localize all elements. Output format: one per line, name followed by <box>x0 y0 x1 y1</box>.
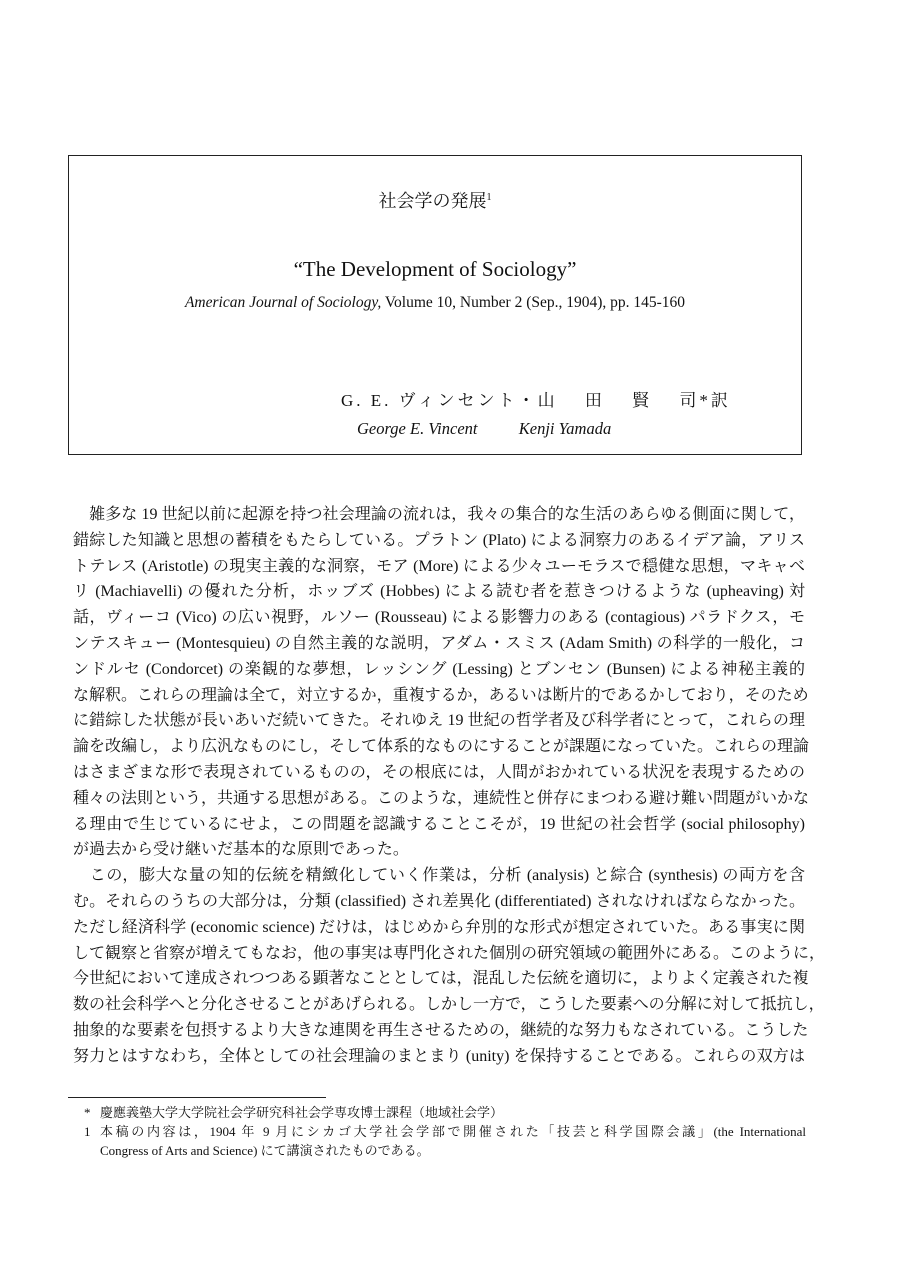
footnote-divider <box>68 1097 326 1098</box>
footnote-mark: 1 <box>84 1124 91 1139</box>
text-line: に錯綜した状態が長いあいだ続いてきた。それゆえ 19 世紀の哲学者及び科学者にとって，これらの理 <box>73 712 805 730</box>
journal-citation <box>69 293 801 313</box>
text-line: な解釈。これらの理論は全て，対立するか，重複するか，あるいは断片的であるかしており，そのため <box>73 686 809 704</box>
footnote-line <box>84 1141 806 1160</box>
author-name: George E. Vincent <box>357 419 478 438</box>
text-line: 話，ヴィーコ (Vico) の広い視野，ルソー (Rousseau) による影響力のある (contagious) パラドクス，モ <box>73 609 805 627</box>
text-line: ンドルセ (Condorcet) の楽観的な夢想，レッシング (Lessing) とブンセン (Bunsen) による神秘主義的 <box>73 660 805 678</box>
paragraph <box>73 502 810 863</box>
english-title: “The Development of Sociology” <box>293 257 577 281</box>
title-footnote-mark: 1 <box>486 192 492 203</box>
text-line: ただし経済科学 (economic science) だけは，はじめから弁別的な形式が想定されていた。ある事実に関 <box>73 918 805 936</box>
text-line: 今世紀において達成されつつある顕著なこととしては，混乱した伝統を適切に，よりよく定義された複 <box>73 970 809 988</box>
text-line: して観察と省察が増えてもなお，他の事実は専門化された個別の研究領域の範囲外にある。このように， <box>73 944 826 962</box>
text-line: 数の社会科学へと分化させることがあげられる。しかし一方で，こうした要素への分解に対して抵抗し， <box>73 996 825 1014</box>
text-line: ンテスキュー (Montesquieu) の自然主義的な説明，アダム・スミス (Adam Smith) の科学的一般化，コ <box>73 634 805 652</box>
translator-name: Kenji Yamada <box>518 419 612 438</box>
text-line: リ (Machiavelli) の優れた分析，ホッブズ (Hobbes) による読む者を惹きつけるような (upheaving) 対 <box>73 583 805 601</box>
footnote-text: 本稿の内容は，1904 年 9 月にシカゴ大学社会学部で開催された「技芸と科学国際会議」(the International <box>100 1124 806 1139</box>
text-line: トテレス (Aristotle) の現実主義的な洞察，モア (More) による少々ユーモラスで穏健な思想，マキャベ <box>73 557 805 575</box>
title-box <box>68 155 802 455</box>
footnote-text: Congress of Arts and Science) にて講演されたものである。 <box>100 1143 430 1158</box>
footnote-text: 慶應義塾大学大学院社会学研究科社会学専攻博士課程（地域社会学） <box>100 1105 504 1120</box>
text-line: る理由で生じているにせよ，この問題を認識することこそが，19 世紀の社会哲学 (social philosophy) <box>73 815 805 833</box>
text-line: 努力とはすなわち，全体としての社会理論のまとまり (unity) を保持することである。これらの双方は <box>73 1047 805 1065</box>
footnotes <box>84 1103 806 1160</box>
text-line: 雑多な 19 世紀以前に起源を持つ社会理論の流れは，我々の集合的な生活のあらゆる側面に関して， <box>73 506 805 523</box>
text-line: はさまざまな形で表現されているものの，その根底には，人間がおかれている状況を表現するための <box>73 763 805 781</box>
authors-japanese: G. E. ヴィンセント・山 田 賢 司*訳 <box>341 391 731 410</box>
text-line: む。それらのうちの大部分は，分類 (classified) され差異化 (differentiated) されなければならなかった。 <box>73 892 805 910</box>
text-line: 抽象的な要素を包摂するより大きな連関を再生させるための，継続的な努力もなされている。こうした <box>73 1021 809 1039</box>
text-line: が過去から受け継いだ基本的な原則であった。 <box>73 841 409 859</box>
footnote-line <box>84 1122 806 1141</box>
journal-name: American Journal of Sociology, <box>184 294 382 311</box>
footnote-mark: * <box>84 1105 91 1120</box>
text-line: 論を改編し，より広汎なものにし，そして体系的なものにすることが課題になっていた。これらの理論 <box>73 738 810 756</box>
body-text <box>73 502 826 1070</box>
japanese-title <box>69 186 801 213</box>
text-line: 錯綜した知識と思想の蓄積をもたらしている。プラトン (Plato) による洞察力のあるイデア論，アリス <box>73 531 805 549</box>
journal-details: Volume 10, Number 2 (Sep., 1904), pp. 145-160 <box>381 294 686 311</box>
footnote-line <box>84 1103 806 1122</box>
paragraph <box>73 863 826 1069</box>
text-line: 種々の法則という，共通する思想がある。このような，連続性と併存にまつわる避け難い問題がいかな <box>73 789 810 807</box>
authors-romanized <box>357 418 611 440</box>
text-line: この，膨大な量の知的伝統を精緻化していく作業は，分析 (analysis) と綜合 (synthesis) の両方を含 <box>73 867 805 885</box>
japanese-title-text: 社会学の発展 <box>378 191 487 211</box>
